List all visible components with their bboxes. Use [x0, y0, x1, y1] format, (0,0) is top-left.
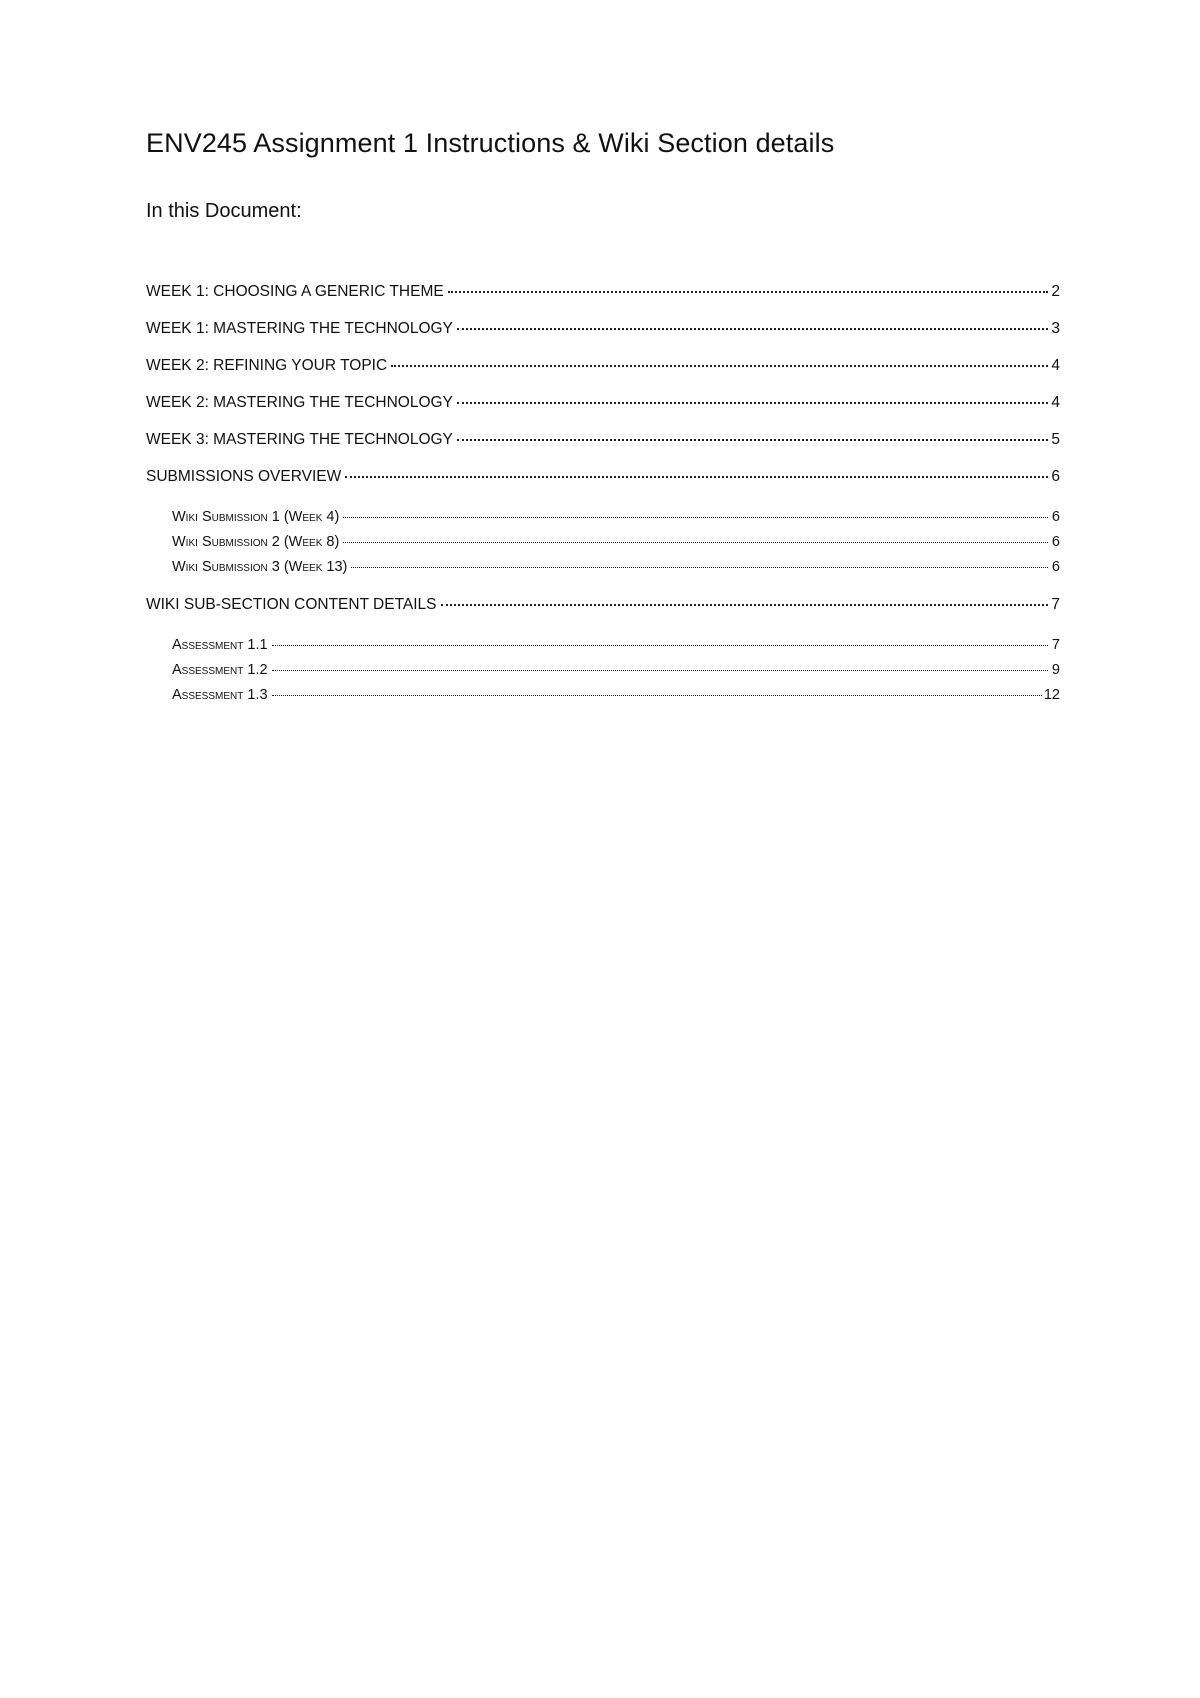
toc-subentry-page: 9: [1051, 662, 1060, 678]
toc-subentry-label: Wiki Submission 1 (Week 4): [172, 509, 340, 525]
toc-entry-page: 4: [1051, 357, 1060, 374]
toc-subentry-page: 6: [1051, 534, 1060, 550]
table-of-contents: [146, 283, 1060, 712]
toc-dot-leader: [272, 645, 1048, 646]
toc-entry-page: 5: [1051, 431, 1060, 448]
toc-entry[interactable]: [146, 357, 1060, 383]
toc-dot-leader: [343, 542, 1048, 543]
toc-dot-leader: [391, 365, 1048, 367]
toc-subentry-page: 12: [1043, 687, 1060, 703]
toc-subentry[interactable]: [146, 509, 1060, 534]
toc-dot-leader: [345, 476, 1048, 478]
toc-entry-page: 2: [1051, 283, 1060, 300]
toc-dot-leader: [441, 604, 1048, 606]
toc-subentry[interactable]: [146, 687, 1060, 712]
toc-subentry[interactable]: [146, 637, 1060, 662]
toc-entry-label: WEEK 1: CHOOSING A GENERIC THEME: [146, 283, 444, 300]
toc-entry-page: 4: [1051, 394, 1060, 411]
toc-entry-label: WEEK 1: MASTERING THE TECHNOLOGY: [146, 320, 453, 337]
toc-heading: In this Document:: [146, 200, 302, 222]
toc-subentry-label: Assessment 1.3: [172, 687, 268, 703]
toc-subentry-page: 7: [1051, 637, 1060, 653]
toc-subentry-label: Assessment 1.1: [172, 637, 268, 653]
toc-entry-page: 7: [1051, 596, 1060, 613]
toc-dot-leader: [343, 517, 1048, 518]
toc-subentry-label: Assessment 1.2: [172, 662, 268, 678]
toc-dot-leader: [448, 291, 1048, 293]
toc-entry[interactable]: [146, 596, 1060, 622]
toc-entry-page: 6: [1051, 468, 1060, 485]
toc-dot-leader: [457, 402, 1048, 404]
toc-dot-leader: [272, 670, 1048, 671]
toc-subentry-page: 6: [1051, 509, 1060, 525]
toc-entry[interactable]: [146, 468, 1060, 494]
toc-subentry[interactable]: [146, 662, 1060, 687]
toc-dot-leader: [351, 567, 1048, 568]
toc-dot-leader: [457, 439, 1048, 441]
toc-dot-leader: [272, 695, 1042, 696]
toc-subentry-label: Wiki Submission 3 (Week 13): [172, 559, 348, 575]
toc-subentry-page: 6: [1051, 559, 1060, 575]
toc-entry-label: WIKI SUB-SECTION CONTENT DETAILS: [146, 596, 437, 613]
toc-subentry[interactable]: [146, 559, 1060, 584]
toc-entry-label: SUBMISSIONS OVERVIEW: [146, 468, 342, 485]
document-title: ENV245 Assignment 1 Instructions & Wiki Section details: [146, 128, 835, 158]
toc-entry-label: WEEK 2: MASTERING THE TECHNOLOGY: [146, 394, 453, 411]
toc-entry[interactable]: [146, 394, 1060, 420]
toc-entry-label: WEEK 2: REFINING YOUR TOPIC: [146, 357, 388, 374]
toc-dot-leader: [457, 328, 1048, 330]
toc-entry[interactable]: [146, 283, 1060, 309]
toc-subentry-label: Wiki Submission 2 (Week 8): [172, 534, 340, 550]
toc-entry[interactable]: [146, 431, 1060, 457]
toc-entry-label: WEEK 3: MASTERING THE TECHNOLOGY: [146, 431, 453, 448]
toc-subentry[interactable]: [146, 534, 1060, 559]
toc-entry[interactable]: [146, 320, 1060, 346]
toc-entry-page: 3: [1051, 320, 1060, 337]
